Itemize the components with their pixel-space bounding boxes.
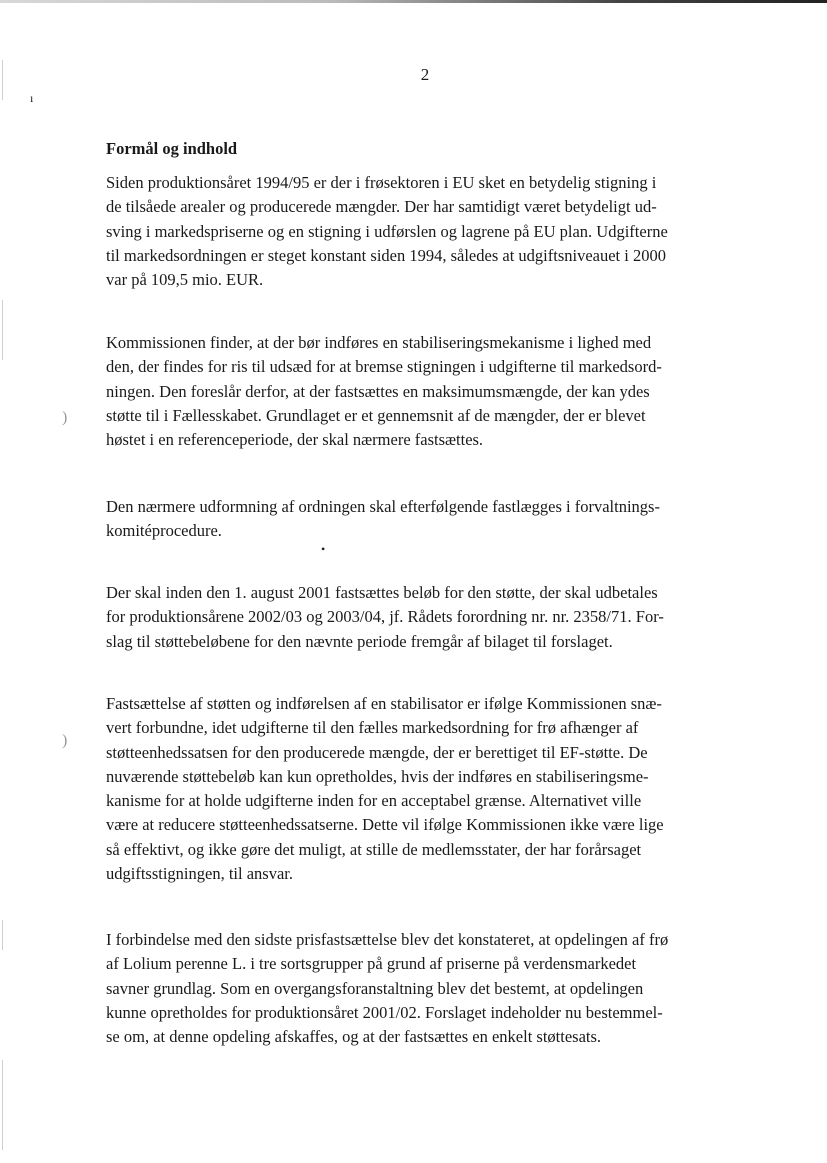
text-line: slag til støttebeløbene for den nævnte periode fremgår af bilaget til forslaget. [106, 631, 613, 651]
text-line: komitéprocedure. [106, 521, 222, 541]
text-line: Kommissionen finder, at der bør indføres en stabiliseringsmekanisme i lighed med [106, 333, 652, 352]
page-number: 2 [420, 65, 430, 84]
paragraph [106, 171, 668, 292]
scan-hole-mark: ) [62, 409, 68, 426]
scan-left-edge-mark [2, 300, 3, 360]
text-line: for produktionsårene 2002/03 og 2003/04, jf. Rådets forordning nr. nr. 2358/71. For- [106, 607, 664, 627]
text-line: udgiftsstigningen, til ansvar. [106, 864, 293, 884]
paragraph [106, 581, 664, 654]
text-line: nuværende støttebeløb kan kun opretholdes, hvis der indføres en stabiliseringsme- [106, 766, 649, 786]
text-line: Der skal inden den 1. august 2001 fastsættes beløb for den støtte, der skal udbetales [106, 583, 658, 602]
text-line: savner grundlag. Som en overgangsforanstaltning blev det bestemt, at opdelingen [106, 978, 644, 998]
text-line: til markedsordningen er steget konstant siden 1994, således at udgiftsniveauet i 2000 [106, 245, 666, 265]
scan-left-edge-mark [2, 920, 3, 950]
paragraph [106, 331, 662, 452]
paragraph [106, 495, 660, 544]
text-line: Fastsættelse af støtten og indførelsen af en stabilisator er ifølge Kommissionen snæ- [106, 694, 662, 713]
document-body [106, 138, 746, 1047]
scan-top-edge [0, 0, 827, 3]
text-line: af Lolium perenne L. i tre sortsgrupper på grund af priserne på verdensmarkedet [106, 954, 637, 974]
section-heading: Formål og indhold [106, 139, 238, 158]
text-line: høstet i en referenceperiode, der skal nærmere fastsættes. [106, 430, 484, 450]
text-line: vert forbundne, idet udgifterne til den fælles markedsordning for frø afhænger af [106, 718, 639, 738]
text-line: være at reducere støtteenhedssatserne. Dette vil ifølge Kommissionen ikke være lige [106, 815, 664, 835]
text-line: var på 109,5 mio. EUR. [106, 270, 264, 290]
scan-left-edge-mark [2, 1060, 3, 1150]
text-line: I forbindelse med den sidste prisfastsættelse blev det konstateret, at opdelingen af frø [106, 930, 669, 949]
scan-speck: • [321, 542, 326, 556]
text-line: Siden produktionsåret 1994/95 er der i frøsektoren i EU sket en betydelig stigning i [106, 173, 657, 192]
text-line: den, der findes for ris til udsæd for at bremse stigningen i udgifterne til markedsord- [106, 357, 662, 377]
text-line: kanisme for at holde udgifterne inden for en acceptabel grænse. Alternativet ville [106, 791, 642, 811]
paragraph [106, 928, 668, 1049]
paragraph [106, 692, 664, 886]
text-line: sving i markedspriserne og en stigning i udførslen og lagrene på EU plan. Udgifterne [106, 221, 668, 241]
text-line: så effektivt, og ikke gøre det muligt, at stille de medlemsstater, der har forårsaget [106, 839, 642, 859]
scan-speck: ı [30, 91, 34, 105]
text-line: se om, at denne opdeling afskaffes, og at der fastsættes en enkelt støttesats. [106, 1027, 602, 1047]
text-line: støtteenhedssatsen for den producerede mængde, der er berettiget til EF-støtte. De [106, 742, 648, 762]
text-line: støtte til i Fællesskabet. Grundlaget er et gennemsnit af de mængder, der er blevet [106, 405, 646, 425]
scan-hole-mark: ) [62, 732, 68, 749]
text-line: de tilsåede arealer og producerede mængder. Der har samtidigt været betydeligt ud- [106, 197, 657, 217]
text-line: Den nærmere udformning af ordningen skal efterfølgende fastlægges i forvaltnings- [106, 497, 660, 516]
text-line: kunne opretholdes for produktionsåret 2001/02. Forslaget indeholder nu bestemmel- [106, 1002, 663, 1022]
text-line: ningen. Den foreslår derfor, at der fastsættes en maksimumsmængde, der kan ydes [106, 381, 650, 401]
